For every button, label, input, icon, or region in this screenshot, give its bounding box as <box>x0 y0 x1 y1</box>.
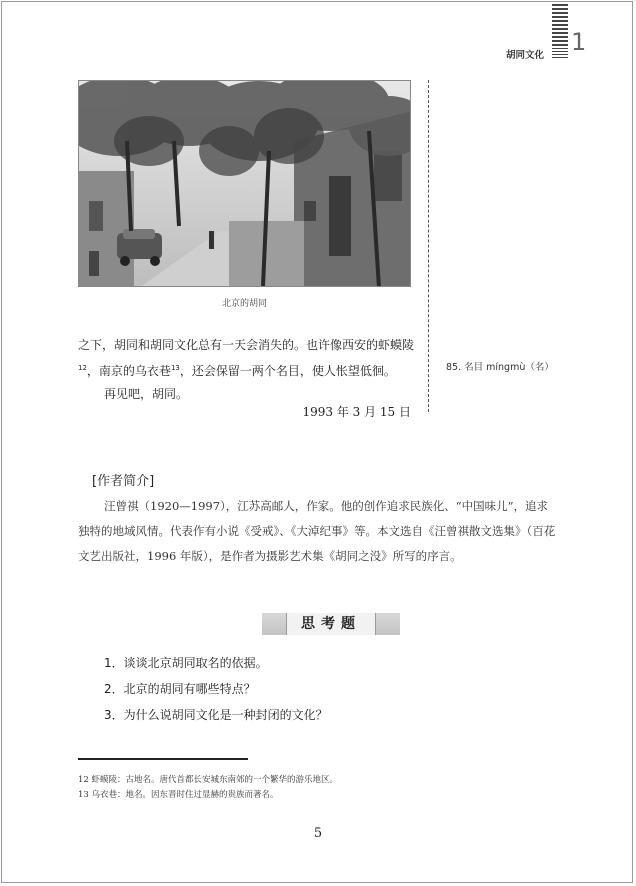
body-text <box>78 334 418 406</box>
question-item: 2．北京的胡同有哪些特点？ <box>104 682 256 696</box>
author-heading: [作者简介] <box>92 474 155 489</box>
essay-date: 1993 年 3 月 15 日 <box>302 405 411 419</box>
running-head: 胡同文化 <box>506 50 545 61</box>
paragraph-1-part-a: 之下，胡同和胡同文化总有一天会消失的。也许像西安的虾蟆陵 <box>78 338 415 352</box>
paragraph-1-part-c: ，还会保留一两个名目，使人怅望低徊。 <box>179 364 396 378</box>
question-item: 3．为什么说胡同文化是一种封闭的文化？ <box>104 708 328 722</box>
footnote-12: 12 虾蟆陵：古地名。唐代首都长安城东南郊的一个繁华的游乐地区。 <box>78 775 339 785</box>
questions-heading: 思考题 <box>286 613 376 635</box>
footnote-rule <box>78 758 248 760</box>
question-item: 1．谈谈北京胡同取名的依据。 <box>104 656 268 670</box>
footnote-13: 13 乌衣巷：地名。因东晋时住过显赫的贵族而著名。 <box>78 790 279 800</box>
chapter-number: 1 <box>571 28 587 56</box>
hutong-photo <box>78 80 411 287</box>
paragraph-1 <box>78 334 418 383</box>
questions-heading-box <box>262 613 400 635</box>
margin-divider <box>428 80 429 412</box>
page-number: 5 <box>313 826 323 841</box>
photo-caption: 北京的胡同 <box>221 299 267 309</box>
header-barcode-decoration <box>552 4 568 46</box>
author-text: 汪曾祺（1920—1997），江苏高邮人，作家。他的创作追求民族化、“中国味儿”，追求独特的地域风情。代表作有小说《受戒》、《大淖纪事》等。本文选自《汪曾祺散文选集》（百花文艺出版社，1996 年版），是作者为摄影艺术集《胡同之没》所写的序言。 <box>78 499 556 563</box>
footnote-ref-13: 13 <box>170 364 180 372</box>
footnote-ref-12: 12 <box>78 364 87 372</box>
paragraph-1-part-b: ，南京的乌衣巷 <box>86 364 171 378</box>
header-lines-decoration <box>552 48 568 60</box>
vocabulary-gloss: 85. 名目 míngmù（名） <box>446 362 554 373</box>
paragraph-2: 再见吧，胡同。 <box>104 387 189 401</box>
